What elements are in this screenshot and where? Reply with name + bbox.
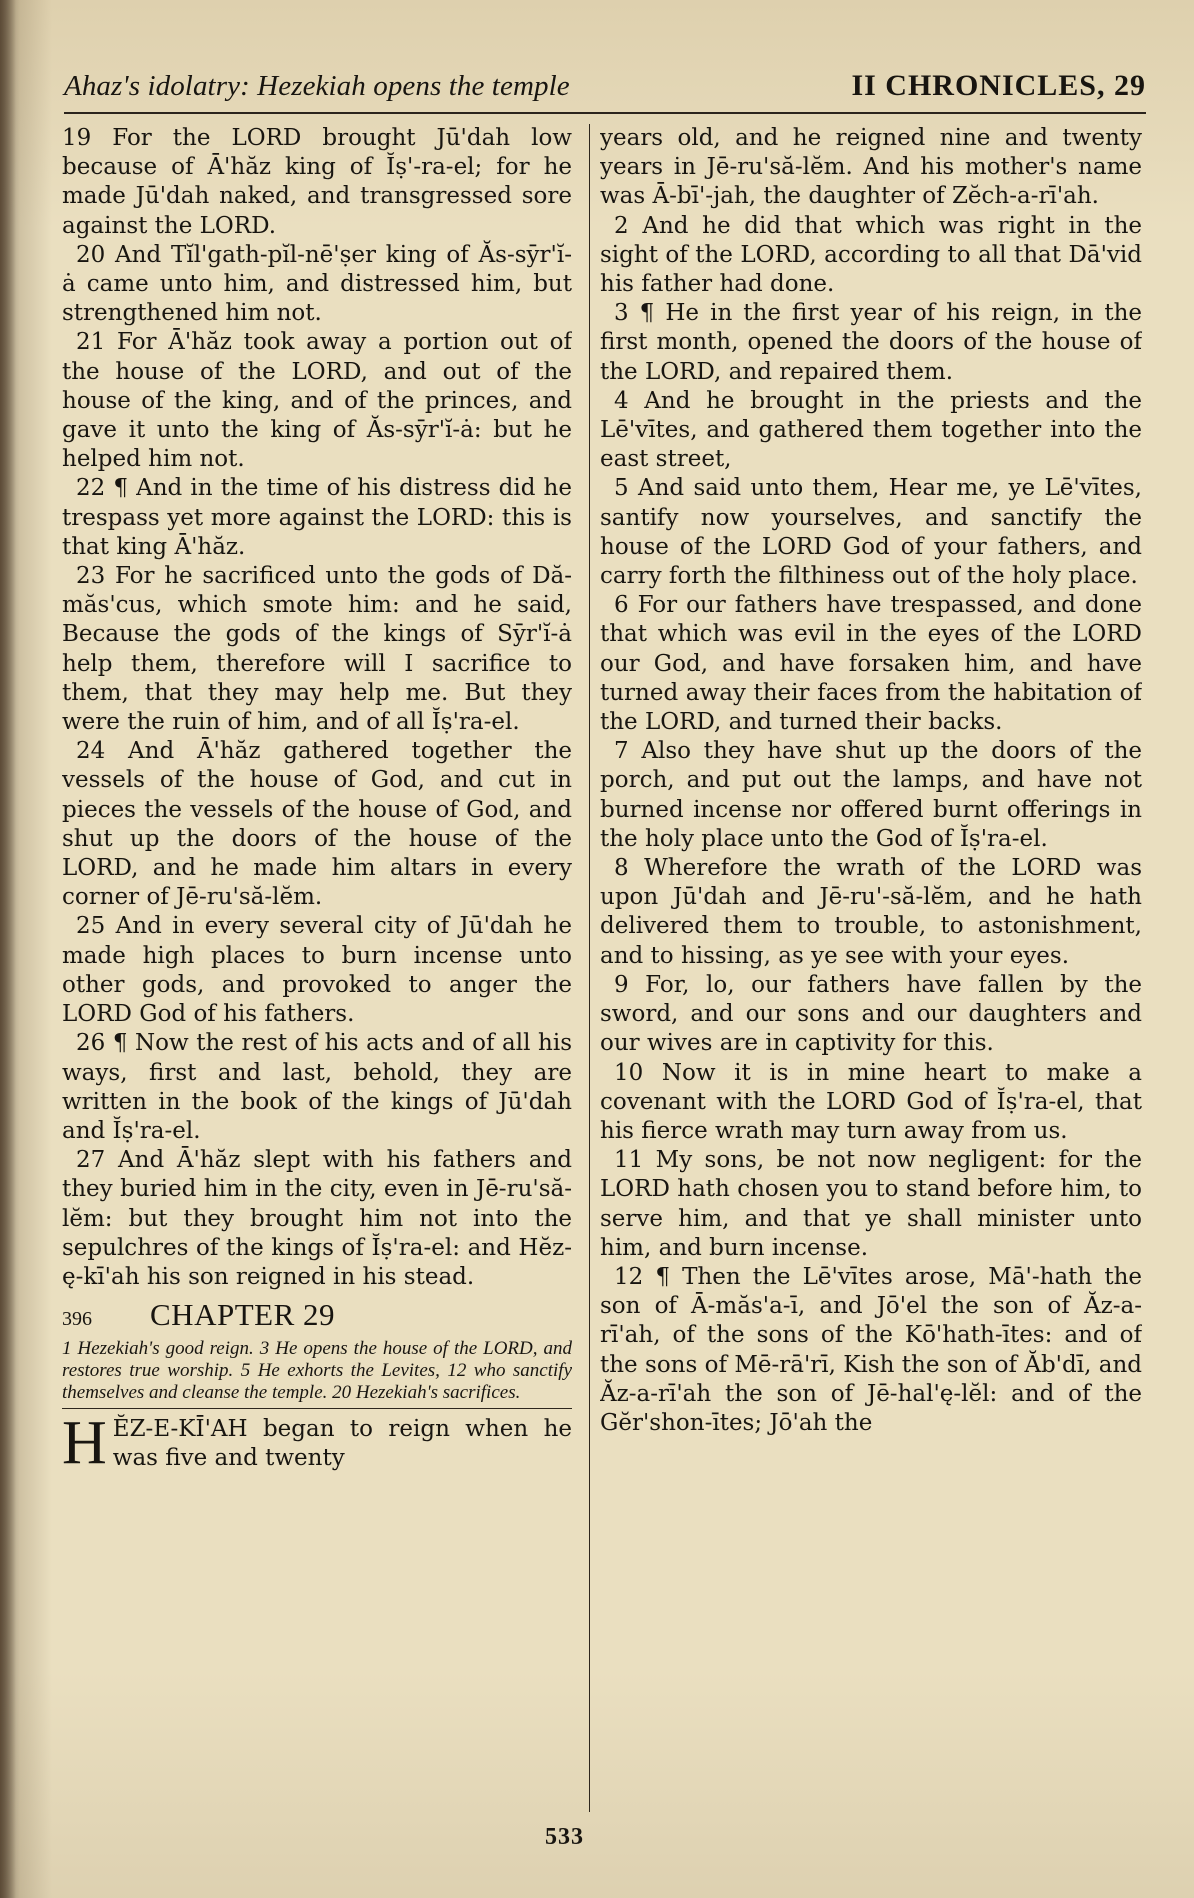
- verse-22: 22 ¶ And in the time of his distress did he trespass yet more against the LORD: this is that king Ā'hăz.: [62, 475, 572, 560]
- page-number: 533: [545, 1824, 584, 1850]
- verse-4: 4 And he brought in the priests and the Lē'vītes, and gathered them together into the east street,: [600, 387, 1142, 473]
- page-header: [64, 70, 1146, 114]
- page-gutter-shadow: [0, 0, 16, 1898]
- column-divider: [589, 124, 590, 1812]
- left-column: [62, 124, 572, 1820]
- verse-5: 5 And said unto them, Hear me, ye Lē'vītes, santify now yourselves, and sanctify the house of the LORD God of your fathers, and carry forth the filthiness out of the holy place.: [600, 475, 1142, 590]
- right-column: [600, 124, 1142, 1820]
- verse-23: 23 For he sacrificed unto the gods of Dă-măs'cus, which smote him: and he said, Because the gods of the kings of Sȳr'ĭ-ȧ help them, therefore will I sacrifice to them, that they may help me. But they were the ruin of him, and of all Ĭṣ'ra-el.: [62, 563, 572, 736]
- verse-12: 12 ¶ Then the Lē'vītes arose, Mā'-hath the son of Ā-măs'a-ī, and Jō'el the son of Ăz-a-rī'ah, of the sons of the Kō'hath-ītes: and of the sons of Mē-rā'rī, Kish the son of Ăb'dī, and Ăz-a-rī'ah the son of Jē-hal'ę-lĕl: and of the Gĕr'shon-ītes; Jō'ah the: [600, 1263, 1142, 1436]
- verse-11: 11 My sons, be not now negligent: for the LORD hath chosen you to stand before him, to serve him, and that ye shall minister unto him, and burn incense.: [600, 1147, 1142, 1261]
- chapter-heading: CHAPTER 29: [150, 1297, 335, 1333]
- verse-8: 8 Wherefore the wrath of the LORD was upon Jū'dah and Jē-ru'-să-lĕm, and he hath delivered them to trouble, to astonishment, and to hissing, as ye see with your eyes.: [600, 855, 1142, 969]
- chapter-marker: 396: [62, 1308, 92, 1331]
- verse-10: 10 Now it is in mine heart to make a covenant with the LORD God of Ĭṣ'ra-el, that his fierce wrath may turn away from us.: [600, 1059, 1142, 1144]
- verse-1-continued: years old, and he reigned nine and twenty years in Jē-ru'să-lĕm. And his mother's name was Ā-bī'-jah, the daughter of Zĕch-a-rī'ah.: [600, 125, 1142, 210]
- verse-21: 21 For Ā'hăz took away a portion out of the house of the LORD, and out of the house of the king, and of the princes, and gave it unto the king of Ăs-sȳr'ĭ-ȧ: but he helped him not.: [62, 329, 572, 473]
- verse-19: 19 For the LORD brought Jū'dah low because of Ā'hăz king of Ĭṣ'-ra-el; for he made Jū'dah naked, and transgressed sore against the LORD.: [62, 125, 572, 239]
- verse-25: 25 And in every several city of Jū'dah he made high places to burn incense unto other gods, and provoked to anger the LORD God of his fathers.: [62, 913, 572, 1028]
- verse-24: 24 And Ā'hăz gathered together the vessels of the house of God, and cut in pieces the vessels of the house of God, and shut up the doors of the house of the LORD, and he made him altars in every corner of Jē-ru'să-lĕm.: [62, 738, 572, 911]
- verse-6: 6 For our fathers have trespassed, and done that which was evil in the eyes of the LORD our God, and have forsaken him, and have turned away their faces from the habitation of the LORD, and turned their backs.: [600, 592, 1142, 736]
- verse-9: 9 For, lo, our fathers have fallen by the sword, and our sons and our daughters and our wives are in captivity for this.: [600, 971, 1142, 1057]
- running-head-book-chapter: II CHRONICLES, 29: [851, 69, 1146, 102]
- verse-26: 26 ¶ Now the rest of his acts and of all his ways, first and last, behold, they are written in the book of the kings of Jū'dah and Ĭṣ'ra-el.: [62, 1030, 572, 1144]
- verse-20: 20 And Tĭl'gath-pĭl-nē'ṣer king of Ăs-sȳr'ĭ-ȧ came unto him, and distressed him, but strengthened him not.: [62, 241, 572, 327]
- opening-verse: [62, 1409, 572, 1478]
- verse-7: 7 Also they have shut up the doors of the porch, and put out the lamps, and have not burned incense nor offered burnt offerings in the holy place unto the God of Ĭṣ'ra-el.: [600, 738, 1142, 852]
- verse-3: 3 ¶ He in the first year of his reign, in the first month, opened the doors of the house of the LORD, and repaired them.: [600, 300, 1142, 385]
- verse-2: 2 And he did that which was right in the sight of the LORD, according to all that Dā'vid his father had done.: [600, 212, 1142, 298]
- chapter-29-block: [62, 1297, 572, 1478]
- opening-verse-text: ĔZ-E-KĪ'AH began to reign when he was five and twenty: [112, 1416, 572, 1472]
- running-head-topic: Ahaz's idolatry: Hezekiah opens the temple: [64, 70, 570, 102]
- chapter-summary: 1 Hezekiah's good reign. 3 He opens the house of the LORD, and restores true worship. 5 He exhorts the Levites, 12 who sanctify themselves and cleanse the temple. 20 Hezekiah's sacrifices.: [62, 1338, 572, 1409]
- verse-27: 27 And Ā'hăz slept with his fathers and they buried him in the city, even in Jē-ru'să-lĕm: but they brought him not into the sepulchres of the kings of Ĭṣ'ra-el: and Hĕz-ę-kī'ah his son reigned in his stead.: [62, 1147, 572, 1290]
- drop-cap: H: [62, 1409, 107, 1478]
- chapter-title-line: [62, 1297, 572, 1336]
